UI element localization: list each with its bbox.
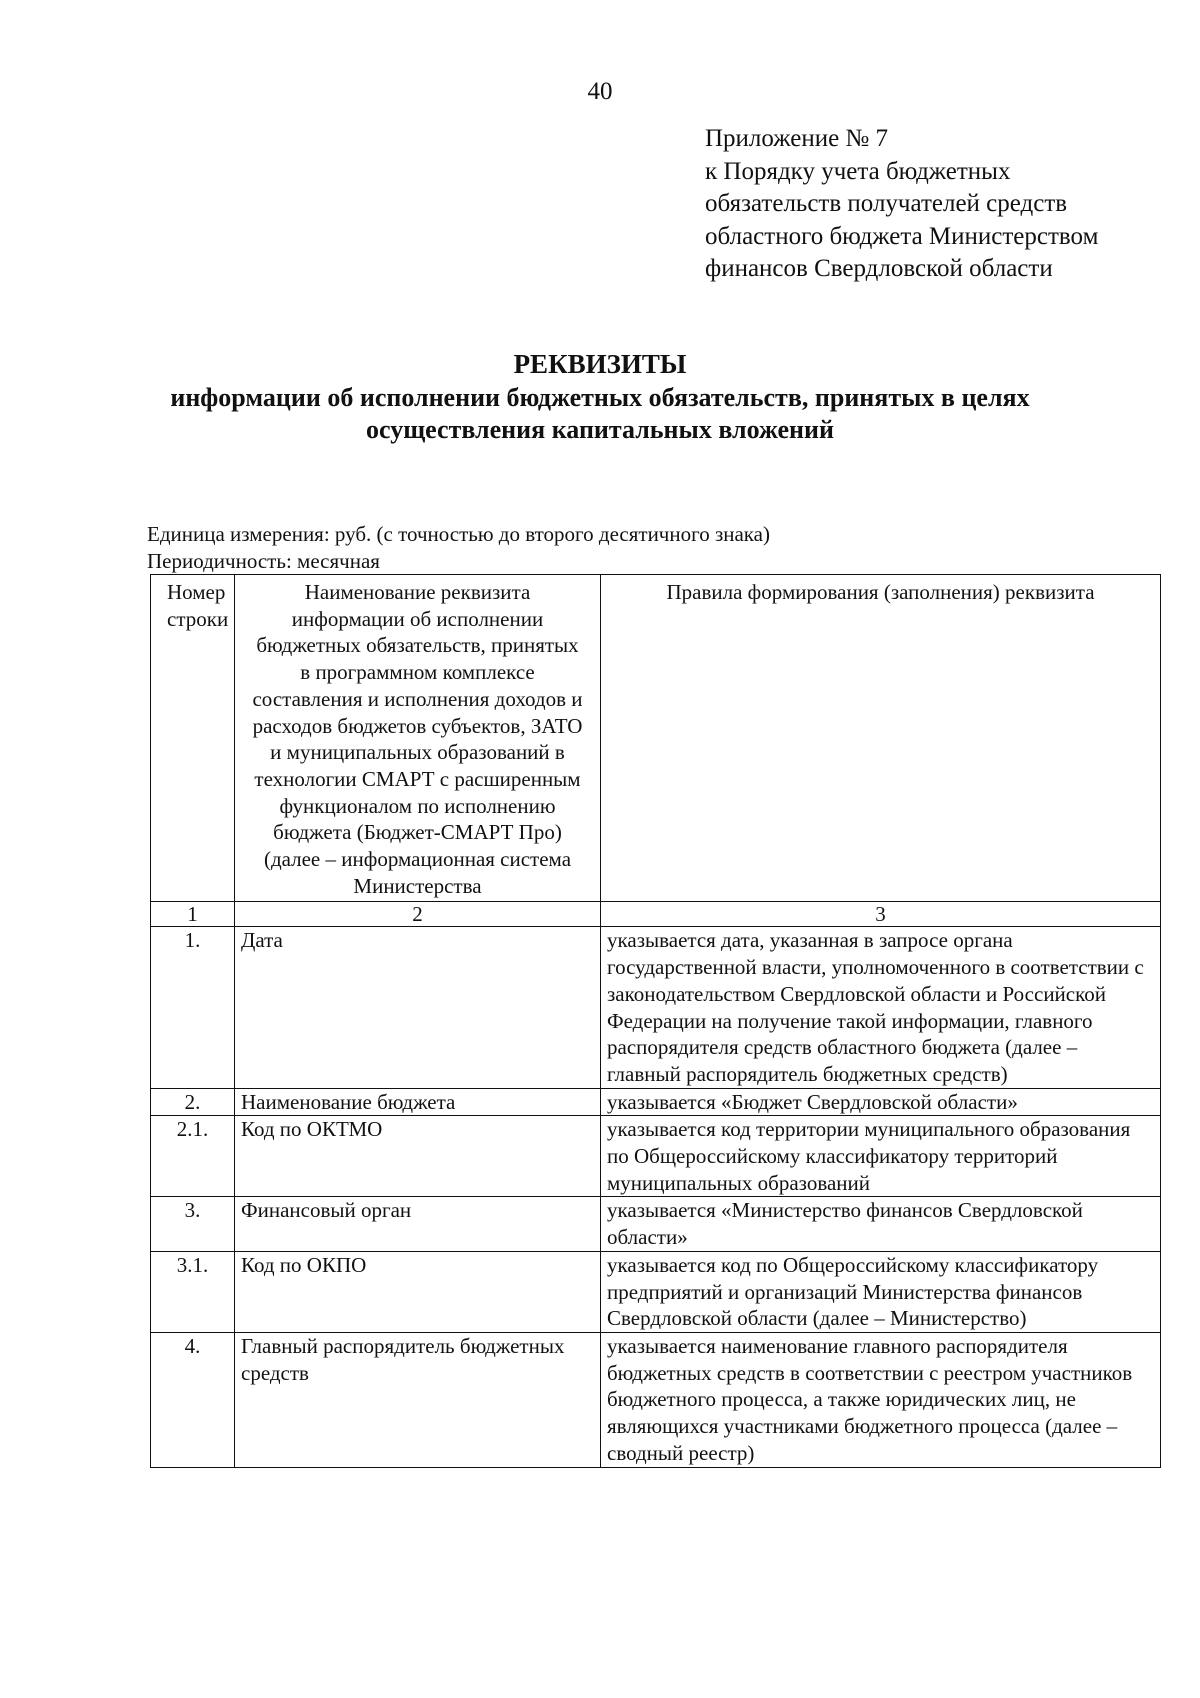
title-subtitle-line: информации об исполнении бюджетных обязательств, принятых в целях [170,383,1030,412]
unit-of-measure: Единица измерения: руб. (с точностью до второго десятичного знака) [147,522,770,546]
appendix-line: обязательств получателей средств [705,190,1068,217]
requisite-name: Финансовый орган [235,1197,601,1251]
filling-rule: указывается код территории муниципального образования по Общероссийскому классификатору территорий муниципальных образований [601,1116,1161,1197]
row-number: 2.1. [151,1116,235,1197]
table-header-row [151,575,1161,902]
requisite-name: Главный распорядитель бюджетных средств [235,1332,601,1467]
requisite-name: Код по ОКПО [235,1251,601,1332]
table-row [151,1197,1161,1251]
column-number: 1 [151,902,235,927]
document-title [0,348,1200,446]
table-row [151,1251,1161,1332]
filling-rule: указывается «Бюджет Свердловской области» [601,1088,1161,1116]
filling-rule: указывается код по Общероссийскому классификатору предприятий и организаций Министерства финансов Свердловской области (далее – Министерство) [601,1251,1161,1332]
requisite-name: Код по ОКТМО [235,1116,601,1197]
column-number: 3 [601,902,1161,927]
filling-rule: указывается наименование главного распорядителя бюджетных средств в соответствии с реестром участников бюджетного процесса, а также юридических лиц, не являющихся участниками бюджетного процесса (далее – сводный реестр) [601,1332,1161,1467]
requisite-name: Наименование бюджета [235,1088,601,1116]
appendix-line: к Порядку учета бюджетных [705,157,1011,185]
column-number-row [151,902,1161,927]
header-filling-rules: Правила формирования (заполнения) реквизита [601,575,1161,902]
header-requisite-name: Наименование реквизита информации об исполнении бюджетных обязательств, принятых в программном комплексе составления и исполнения доходов и расходов бюджетов субъектов, ЗАТО и муниципальных образований в технологии СМАРТ с расширенным функционалом по исполнению бюджета (Бюджет-СМАРТ Про) (далее – информационная система Министерства [235,575,601,902]
requisite-name: Дата [235,927,601,1088]
row-number: 2. [151,1088,235,1116]
table-row [151,927,1161,1088]
periodicity: Периодичность: месячная [147,549,380,573]
column-number: 2 [235,902,601,927]
header-row-number: Номер строки [151,575,235,902]
appendix-line: областного бюджета Министерством [705,222,1099,250]
title-heading: РЕКВИЗИТЫ [513,349,687,379]
filling-rule: указывается «Министерство финансов Свердловской области» [601,1197,1161,1251]
row-number: 4. [151,1332,235,1467]
row-number: 3. [151,1197,235,1251]
table-row [151,1088,1161,1116]
title-subtitle-line: осуществления капитальных вложений [366,415,834,444]
requisites-table [150,574,1161,1468]
table-row [151,1116,1161,1197]
row-number: 3.1. [151,1251,235,1332]
table-row [151,1332,1161,1467]
row-number: 1. [151,927,235,1088]
page-number: 40 [587,78,613,105]
appendix-line: Приложение № 7 [705,125,889,152]
appendix-reference [705,123,1098,286]
filling-rule: указывается дата, указанная в запросе органа государственной власти, уполномоченного в соответствии с законодательством Свердловской области и Российской Федерации на получение такой информации, главного распорядителя средств областного бюджета (далее – главный распорядитель бюджетных средств) [601,927,1161,1088]
appendix-line: финансов Свердловской области [705,255,1053,282]
